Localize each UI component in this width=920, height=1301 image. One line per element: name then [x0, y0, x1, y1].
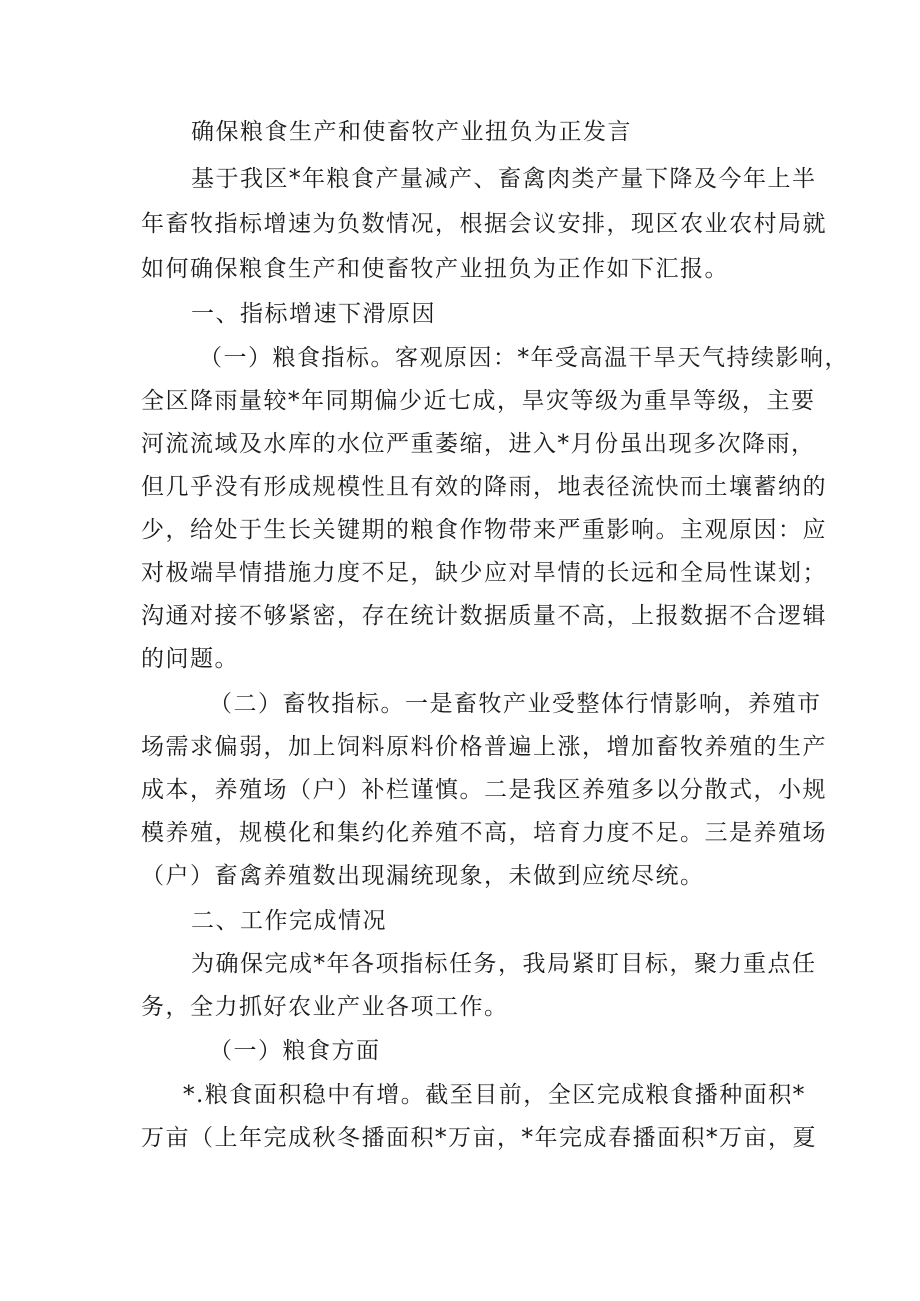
- paragraph-line: 为确保完成*年各项指标任务，我局紧盯目标，聚力重点任: [191, 951, 817, 977]
- paragraph-line: 场需求偏弱，加上饲料原料价格普遍上涨，增加畜牧养殖的生产: [141, 734, 827, 760]
- paragraph-line: 沟通对接不够紧密，存在统计数据质量不高，上报数据不合逻辑: [141, 603, 827, 629]
- subsection-heading: （一）粮食方面: [209, 1038, 381, 1064]
- paragraph-line: （一）粮食指标。客观原因：*年受高温干旱天气持续影响，: [199, 345, 849, 371]
- paragraph-line: （户）畜禽养殖数出现漏统现象，未做到应统尽统。: [141, 863, 705, 889]
- paragraph-line: 全区降雨量较*年同期偏少近七成，旱灾等级为重旱等级，主要: [141, 388, 816, 414]
- paragraph-line: 基于我区*年粮食产量减产、畜禽肉类产量下降及今年上半: [191, 166, 817, 192]
- paragraph-line: 成本，养殖场（户）补栏谨慎。二是我区养殖多以分散式，小规: [141, 777, 827, 803]
- paragraph-line: 年畜牧指标增速为负数情况，根据会议安排，现区农业农村局就: [141, 211, 827, 237]
- paragraph-line: 如何确保粮食生产和使畜牧产业扭负为正作如下汇报。: [141, 256, 729, 282]
- paragraph-line: 少，给处于生长关键期的粮食作物带来严重影响。主观原因：应: [141, 517, 827, 543]
- paragraph-line: 的问题。: [141, 646, 239, 672]
- paragraph-line: 河流流域及水库的水位严重萎缩，进入*月份虽出现多次降雨，: [141, 431, 816, 457]
- paragraph-line: 务，全力抓好农业产业各项工作。: [141, 994, 509, 1020]
- paragraph-line: *.粮食面积稳中有增。截至目前，全区完成粮食播种面积*: [183, 1082, 806, 1108]
- paragraph-line: 模养殖，规模化和集约化养殖不高，培育力度不足。三是养殖场: [141, 820, 827, 846]
- section-heading: 二、工作完成情况: [191, 908, 387, 934]
- paragraph-line: 对极端旱情措施力度不足，缺少应对旱情的长远和全局性谋划；: [141, 560, 827, 586]
- paragraph-line: 万亩（上年完成秋冬播面积*万亩，*年完成春播面积*万亩，夏: [141, 1125, 817, 1151]
- paragraph-line: 但几乎没有形成规模性且有效的降雨，地表径流快而土壤蓄纳的: [141, 474, 827, 500]
- section-heading: 一、指标增速下滑原因: [191, 301, 436, 327]
- document-title: 确保粮食生产和使畜牧产业扭负为正发言: [191, 119, 632, 145]
- paragraph-line: （二）畜牧指标。一是畜牧产业受整体行情影响，养殖市: [209, 691, 822, 717]
